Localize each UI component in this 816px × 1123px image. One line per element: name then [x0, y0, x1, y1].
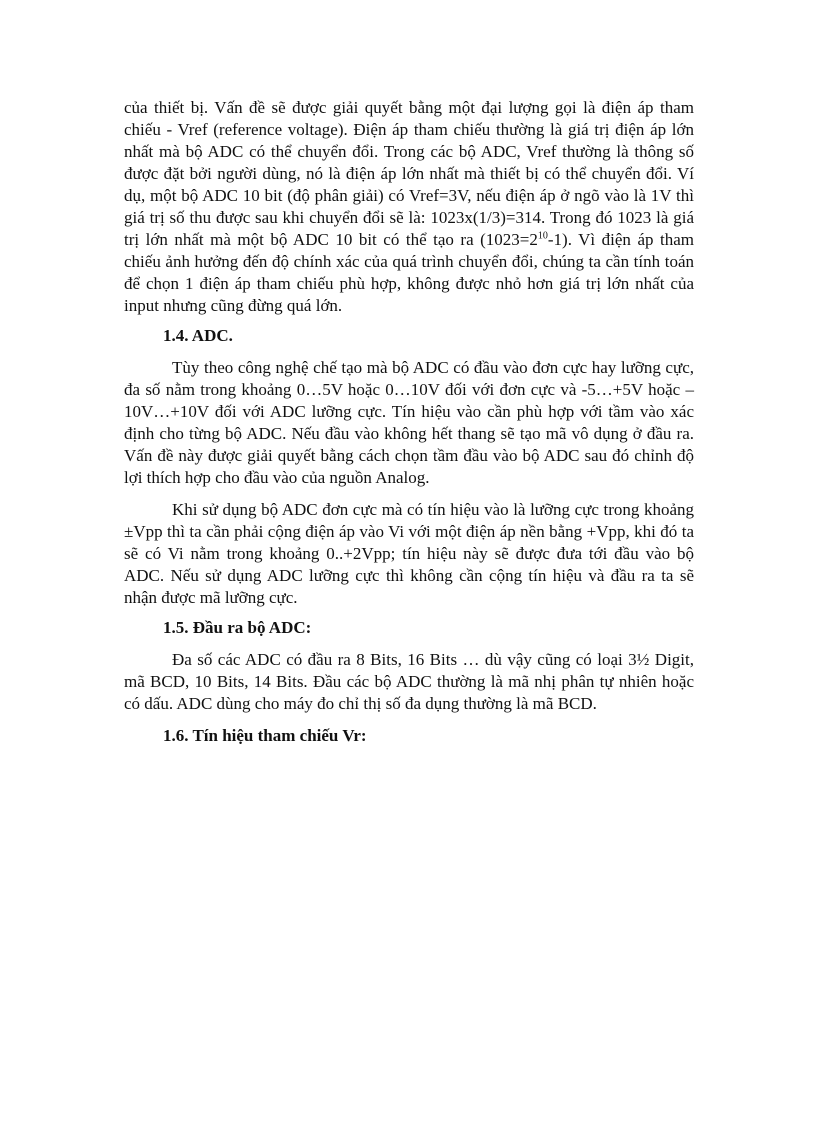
intro-text-part-2: -1). Vì điện áp tham chiếu ảnh hưởng đến độ chính xác của quá trình chuyển đổi, chúng ta cần tính toán để chọn 1 điện áp tham chiếu phù hợp, không được nhỏ hơn giá trị lớn nhất của input nhưng cũng đừng quá lớn.	[124, 230, 694, 315]
intro-paragraph	[124, 97, 694, 317]
document-page	[124, 97, 694, 757]
section-heading-1-5: 1.5. Đầu ra bộ ADC:	[163, 618, 312, 637]
section-heading-1-6: 1.6. Tín hiệu tham chiếu Vr:	[163, 726, 367, 745]
intro-superscript: 10	[537, 230, 548, 242]
intro-text-part-1: của thiết bị. Vấn đề sẽ được giải quyết bằng một đại lượng gọi là điện áp tham chiếu - Vref (reference voltage). Điện áp tham chiếu thường là giá trị điện áp lớn nhất mà bộ ADC có thể chuyển đổi. Trong các bộ ADC, Vref thường là thông số được đặt bởi người dùng, nó là điện áp lớn nhất mà thiết bị có thể chuyển đổi. Ví dụ, một bộ ADC 10 bit (độ phân giải) có Vref=3V, nếu điện áp ở ngõ vào là 1V thì giá trị số thu được sau khi chuyển đổi sẽ là: 1023x(1/3)=314. Trong đó 1023 là giá trị lớn nhất mà một bộ ADC 10 bit có thể tạo ra (1023=2	[124, 98, 694, 249]
section-1-4-paragraph-2: Khi sử dụng bộ ADC đơn cực mà có tín hiệu vào là lưỡng cực trong khoảng ±Vpp thì ta cần phải cộng điện áp vào Vi với một điện áp nền bằng +Vpp, khi đó ta sẽ có Vi nằm trong khoảng 0..+2Vpp; tín hiệu này sẽ được đưa tới đầu vào bộ ADC. Nếu sử dụng ADC lưỡng cực thì không cần cộng tín hiệu và đầu ra ta sẽ nhận được mã lưỡng cực.	[124, 500, 694, 607]
section-1-4-paragraph-1: Tùy theo công nghệ chế tạo mà bộ ADC có đầu vào đơn cực hay lưỡng cực, đa số nằm trong khoảng 0…5V hoặc 0…10V đối với đơn cực và -5…+5V hoặc –10V…+10V đối với ADC lưỡng cực. Tín hiệu vào cần phù hợp với tầm vào xác định cho từng bộ ADC. Nếu đầu vào không hết thang sẽ tạo mã vô dụng ở đầu ra. Vấn đề này được giải quyết bằng cách chọn tầm đầu vào bộ ADC sau đó chỉnh độ lợi thích hợp cho đầu vào của nguồn Analog.	[124, 358, 694, 487]
section-1-5-paragraph-1: Đa số các ADC có đầu ra 8 Bits, 16 Bits … dù vậy cũng có loại 3½ Digit, mã BCD, 10 Bits, 14 Bits. Đầu các bộ ADC thường là mã nhị phân tự nhiên hoặc có dấu. ADC dùng cho máy đo chỉ thị số đa dụng thường là mã BCD.	[124, 650, 694, 713]
section-heading-1-4: 1.4. ADC.	[163, 326, 233, 345]
